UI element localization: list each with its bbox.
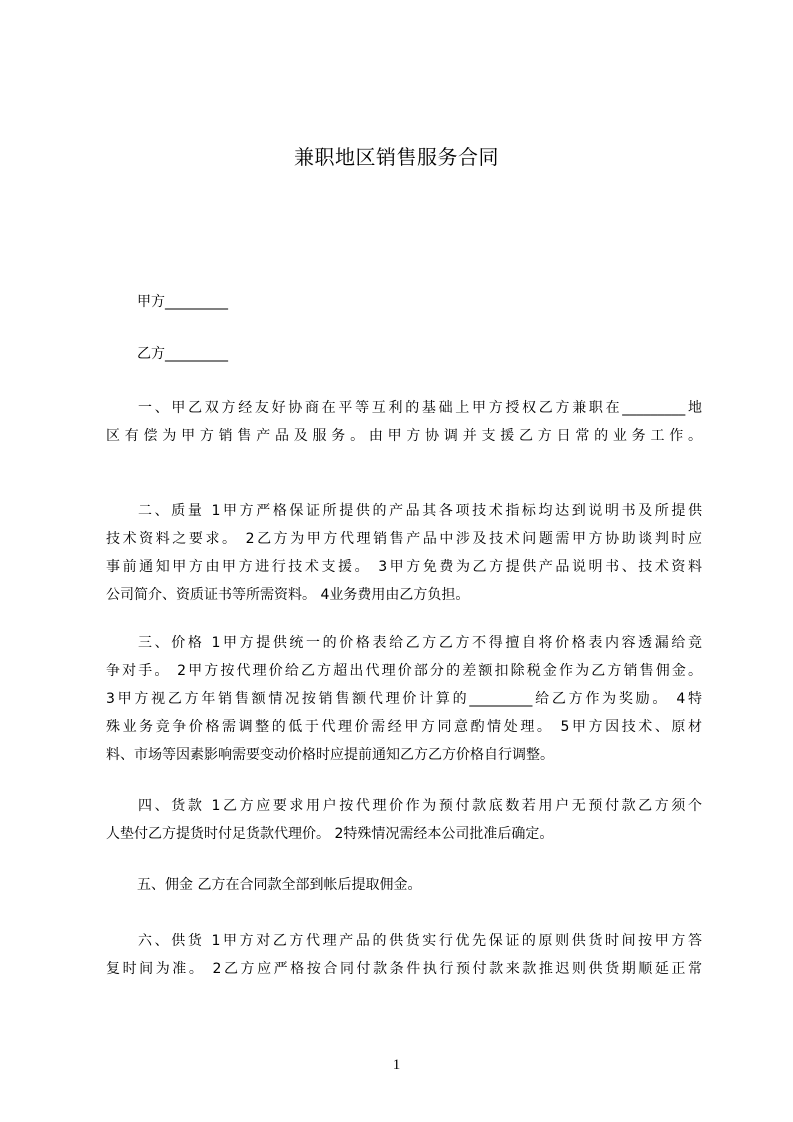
page-number: 1 xyxy=(392,1057,401,1073)
paragraph-line: 公司简介、资质证书等所需资料。 4业务费用由乙方负担。 xyxy=(106,587,470,603)
section-2-paragraph xyxy=(106,497,702,609)
paragraph-line: 技术资料之要求。 2乙方为甲方代理销售产品中涉及技术问题需甲方协助谈判时应 xyxy=(106,531,702,547)
section-3-paragraph xyxy=(106,629,702,769)
document-title: 兼职地区销售服务合同 xyxy=(294,145,499,169)
paragraph-line: 3甲方视乙方年销售额情况按销售额代理价计算的_________给乙方作为奖励。 4特 xyxy=(106,691,702,707)
paragraph-line: 人垫付乙方提货时付足货款代理价。 2特殊情况需经本公司批准后确定。 xyxy=(106,826,554,842)
party-a-line: 甲方_________ xyxy=(137,294,228,310)
paragraph-line: 复时间为准。 2乙方应严格按合同付款条件执行预付款来款推迟则供货期顺延正常 xyxy=(106,961,702,977)
paragraph-line: 区有偿为甲方销售产品及服务。由甲方协调并支援乙方日常的业务工作。 xyxy=(106,428,702,444)
paragraph-line: 事前通知甲方由甲方进行技术支援。 3甲方免费为乙方提供产品说明书、技术资料 xyxy=(106,559,702,575)
section-1-paragraph xyxy=(106,394,702,450)
party-b-line: 乙方_________ xyxy=(137,346,228,362)
paragraph-line: 争对手。 2甲方按代理价给乙方超出代理价部分的差额扣除税金作为乙方销售佣金。 xyxy=(106,663,702,679)
paragraph-line: 五、佣金 乙方在合同款全部到帐后提取佣金。 xyxy=(137,877,422,893)
paragraph-line: 四、货款 1乙方应要求用户按代理价作为预付款底数若用户无预付款乙方须个 xyxy=(138,798,702,814)
section-6-paragraph xyxy=(106,927,702,983)
paragraph-line: 二、质量 1甲方严格保证所提供的产品其各项技术指标均达到说明书及所提供 xyxy=(138,503,702,519)
paragraph-line: 料、市场等因素影响需要变动价格时应提前通知乙方乙方价格自行调整。 xyxy=(106,747,554,763)
section-5-paragraph xyxy=(106,871,702,899)
paragraph-line: 一、甲乙双方经友好协商在平等互利的基础上甲方授权乙方兼职在_________地 xyxy=(138,400,702,416)
paragraph-line: 殊业务竞争价格需调整的低于代理价需经甲方同意酌情处理。 5甲方因技术、原材 xyxy=(106,719,702,735)
section-4-paragraph xyxy=(106,792,702,848)
paragraph-line: 六、供货 1甲方对乙方代理产品的供货实行优先保证的原则供货时间按甲方答 xyxy=(138,933,702,949)
paragraph-line: 三、价格 1甲方提供统一的价格表给乙方乙方不得擅自将价格表内容透漏给竞 xyxy=(138,635,702,651)
